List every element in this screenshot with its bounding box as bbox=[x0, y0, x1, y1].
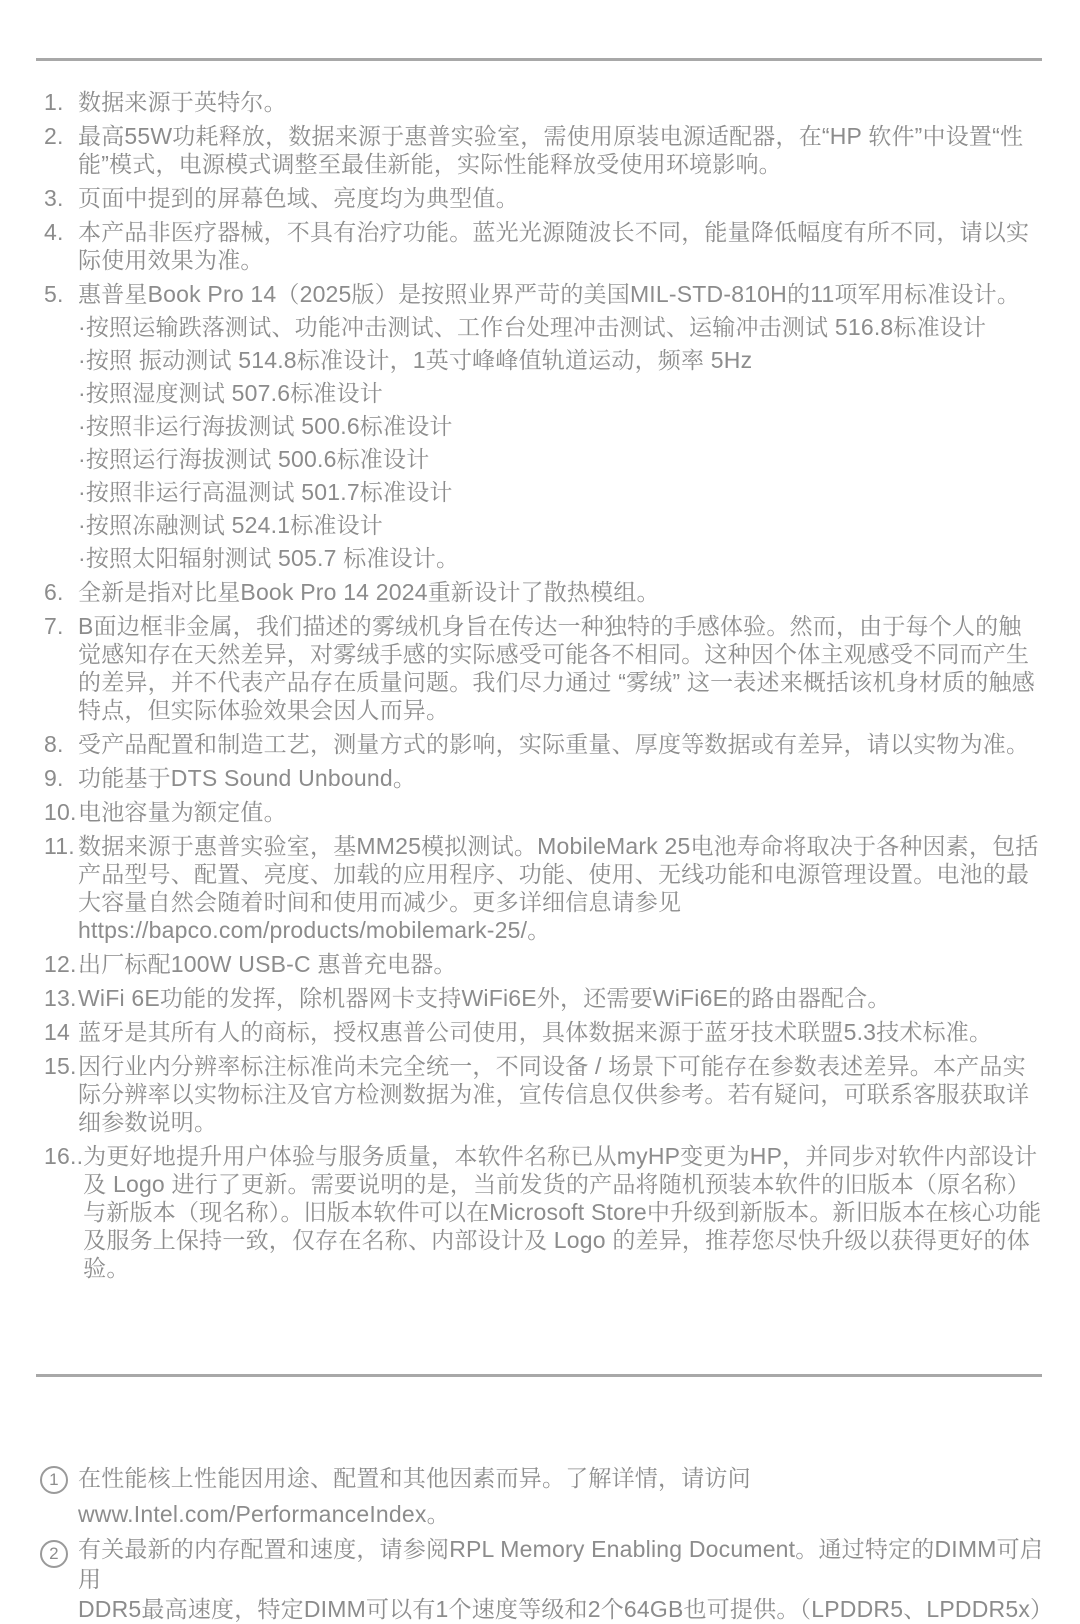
note-number: 2. bbox=[44, 123, 64, 149]
note-item bbox=[44, 1142, 1044, 1282]
note-sub-line: ·按照湿度测试 507.6标准设计 bbox=[78, 380, 384, 406]
footnote-text bbox=[78, 1460, 1044, 1532]
note-number: 9. bbox=[44, 765, 64, 791]
note-paragraph: 受产品配置和制造工艺，测量方式的影响，实际重量、厚度等数据或有差异，请以实物为准。 bbox=[78, 731, 1030, 757]
note-text bbox=[78, 280, 1044, 572]
note-item bbox=[44, 832, 1044, 944]
numbered-notes-list bbox=[44, 88, 1044, 1288]
note-text bbox=[78, 1018, 1044, 1046]
note-paragraph: 蓝牙是其所有人的商标，授权惠普公司使用，具体数据来源于蓝牙技术联盟5.3技术标准。 bbox=[78, 1019, 993, 1045]
note-paragraph: 出厂标配100W USB-C 惠普充电器。 bbox=[78, 951, 457, 977]
note-paragraph: 本产品非医疗器械，不具有治疗功能。蓝光光源随波长不同，能量降低幅度有所不同，请以实际使用效果为准。 bbox=[78, 219, 1030, 273]
footnote-number-circle: 2 bbox=[40, 1540, 68, 1568]
note-paragraph: 全新是指对比星Book Pro 14 2024重新设计了散热模组。 bbox=[78, 579, 660, 605]
note-sub-line: ·按照非运行高温测试 501.7标准设计 bbox=[78, 479, 453, 505]
note-sub-line: ·按照非运行海拔测试 500.6标准设计 bbox=[78, 413, 453, 439]
footnote-line: DDR5最高速度，特定DIMM可以有1个速度等级和2个64GB也可提供。（LPDDR5、LPDDR5x） bbox=[78, 1596, 1054, 1622]
note-item bbox=[44, 184, 1044, 212]
note-text bbox=[78, 578, 1044, 606]
note-item bbox=[44, 88, 1044, 116]
note-text bbox=[78, 612, 1044, 724]
note-paragraph: 惠普星Book Pro 14（2025版）是按照业界严苛的美国MIL-STD-810H的11项军用标准设计。 bbox=[78, 281, 1021, 307]
note-paragraph: 功能基于DTS Sound Unbound。 bbox=[78, 765, 417, 791]
note-item bbox=[44, 612, 1044, 724]
note-number: 4. bbox=[44, 219, 64, 245]
footnote-line: 在性能核上性能因用途、配置和其他因素而异。了解详情，请访问 bbox=[78, 1465, 751, 1491]
note-text bbox=[78, 832, 1044, 944]
note-item bbox=[44, 122, 1044, 178]
note-sub-line: ·按照冻融测试 524.1标准设计 bbox=[78, 512, 384, 538]
bottom-divider bbox=[36, 1374, 1042, 1377]
footnote-line: www.Intel.com/PerformanceIndex。 bbox=[78, 1501, 450, 1527]
note-text bbox=[78, 798, 1044, 826]
note-sub-line: ·按照运行海拔测试 500.6标准设计 bbox=[78, 446, 430, 472]
note-number: 8. bbox=[44, 731, 64, 757]
note-number: 14 bbox=[44, 1019, 70, 1045]
footnote-number-circle: 1 bbox=[40, 1466, 68, 1494]
note-item bbox=[44, 578, 1044, 606]
note-text bbox=[78, 764, 1044, 792]
note-number: 5. bbox=[44, 281, 64, 307]
circled-footnotes-list bbox=[40, 1460, 1054, 1624]
note-text bbox=[78, 122, 1044, 178]
note-paragraph: B面边框非金属，我们描述的雾绒机身旨在传达一种独特的手感体验。然而，由于每个人的触觉感知存在天然差异，对雾绒手感的实际感受可能各不相同。这种因个体主观感受不同而产生的差异，并不代表产品存在质量问题。我们尽力通过 “雾绒” 这一表述来概括该机身材质的触感特点，但实际体验效果会因人而异。 bbox=[78, 613, 1035, 723]
note-paragraph: 电池容量为额定值。 bbox=[78, 799, 287, 825]
note-number: 7. bbox=[44, 613, 64, 639]
note-number: 1. bbox=[44, 89, 64, 115]
note-paragraph: 页面中提到的屏幕色域、亮度均为典型值。 bbox=[78, 185, 519, 211]
note-sub-line: ·按照运输跌落测试、功能冲击测试、工作台处理冲击测试、运输冲击测试 516.8标准设计 bbox=[78, 314, 987, 340]
note-text bbox=[78, 1052, 1044, 1136]
note-number: 16.. bbox=[44, 1143, 84, 1169]
footnote-item bbox=[40, 1534, 1054, 1624]
note-number: 10. bbox=[44, 799, 77, 825]
note-paragraph: 因行业内分辨率标注标准尚未完全统一，不同设备 / 场景下可能存在参数表述差异。本产品实际分辨率以实物标注及官方检测数据为准，宣传信息仅供参考。若有疑问，可联系客服获取详细参数说明。 bbox=[78, 1053, 1030, 1135]
top-divider bbox=[36, 58, 1042, 61]
note-sub-line: ·按照太阳辐射测试 505.7 标准设计。 bbox=[78, 545, 460, 571]
note-number: 6. bbox=[44, 579, 64, 605]
note-sub-line: ·按照 振动测试 514.8标准设计，1英寸峰峰值轨道运动，频率 5Hz bbox=[78, 347, 753, 373]
note-paragraph: 最高55W功耗释放，数据来源于惠普实验室，需使用原装电源适配器，在“HP 软件”中设置“性能”模式，电源模式调整至最佳新能，实际性能释放受使用环境影响。 bbox=[78, 123, 1024, 177]
note-number: 3. bbox=[44, 185, 64, 211]
note-text bbox=[78, 950, 1044, 978]
note-paragraph: WiFi 6E功能的发挥，除机器网卡支持WiFi6E外，还需要WiFi6E的路由器配合。 bbox=[78, 985, 891, 1011]
note-text bbox=[78, 218, 1044, 274]
note-item bbox=[44, 764, 1044, 792]
note-paragraph: 为更好地提升用户体验与服务质量，本软件名称已从myHP变更为HP，并同步对软件内部设计及 Logo 进行了更新。需要说明的是，当前发货的产品将随机预装本软件的旧版本（原名称）与新版本（现名称）。旧版本软件可以在Microsoft Store中升级到新版本。新旧版本在核心功能及服务上保持一致，仅存在名称、内部设计及 Logo 的差异，推荐您尽快升级以获得更好的体验。 bbox=[83, 1143, 1042, 1281]
note-item bbox=[44, 218, 1044, 274]
footnote-line: 有关最新的内存配置和速度，请参阅RPL Memory Enabling Document。通过特定的DIMM可启用 bbox=[78, 1536, 1043, 1592]
note-number: 15. bbox=[44, 1053, 77, 1079]
note-item bbox=[44, 798, 1044, 826]
footnote-item bbox=[40, 1460, 1044, 1532]
note-paragraph: 数据来源于惠普实验室，基MM25模拟测试。MobileMark 25电池寿命将取决于各种因素，包括产品型号、配置、亮度、加载的应用程序、功能、使用、无线功能和电源管理设置。电池的最大容量自然会随着时间和使用而减少。更多详细信息请参见https://bapco.com/products/mobilemark-25/。 bbox=[78, 833, 1039, 943]
note-text bbox=[78, 984, 1044, 1012]
note-text bbox=[78, 730, 1044, 758]
note-item bbox=[44, 730, 1044, 758]
note-item bbox=[44, 984, 1044, 1012]
note-paragraph: 数据来源于英特尔。 bbox=[78, 89, 287, 115]
note-number: 13. bbox=[44, 985, 77, 1011]
note-text bbox=[78, 184, 1044, 212]
note-text bbox=[78, 88, 1044, 116]
note-item bbox=[44, 950, 1044, 978]
note-item bbox=[44, 1018, 1044, 1046]
note-text bbox=[83, 1142, 1044, 1282]
note-item bbox=[44, 1052, 1044, 1136]
note-number: 11. bbox=[44, 833, 75, 859]
note-item bbox=[44, 280, 1044, 572]
footnote-text bbox=[78, 1534, 1054, 1624]
note-number: 12. bbox=[44, 951, 77, 977]
